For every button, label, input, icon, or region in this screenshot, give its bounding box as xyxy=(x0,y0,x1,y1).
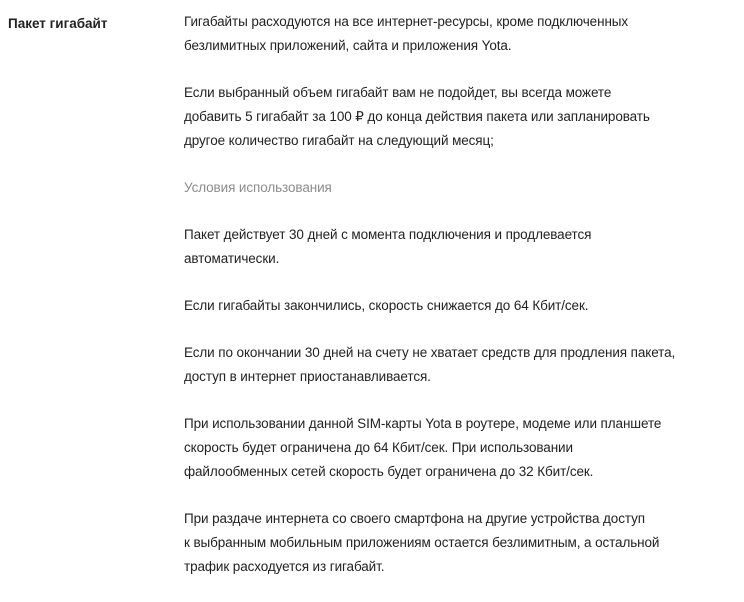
text-line: автоматически. xyxy=(184,251,280,266)
section-label: Пакет гигабайт xyxy=(8,16,108,31)
text-line: безлимитных приложений, сайта и приложения Yota. xyxy=(184,38,512,53)
paragraph xyxy=(184,341,734,389)
text-line: скорость будет ограничена до 64 Кбит/сек. При использовании xyxy=(184,440,573,455)
subheading xyxy=(184,176,734,200)
text-line: к выбранным мобильным приложениям остается безлимитным, а остальной xyxy=(184,535,660,550)
text-line: При использовании данной SIM-карты Yota в роутере, модеме или планшете xyxy=(184,416,662,431)
text-line: При раздаче интернета со своего смартфона на другие устройства доступ xyxy=(184,511,645,526)
text-line: Если выбранный объем гигабайт вам не подойдет, вы всегда можете xyxy=(184,85,612,100)
text-line: Условия использования xyxy=(184,180,332,195)
text-line: доступ в интернет приостанавливается. xyxy=(184,369,431,384)
text-line: файлообменных сетей скорость будет ограничена до 32 Кбит/сек. xyxy=(184,464,594,479)
paragraph xyxy=(184,507,734,579)
paragraph xyxy=(184,223,734,271)
text-line: Если гигабайты закончились, скорость снижается до 64 Кбит/сек. xyxy=(184,298,589,313)
paragraph xyxy=(184,81,734,153)
paragraph xyxy=(184,10,734,58)
text-line: другое количество гигабайт на следующий месяц; xyxy=(184,133,494,148)
text-line: Если по окончании 30 дней на счету не хватает средств для продления пакета, xyxy=(184,345,676,360)
text-line: Пакет действует 30 дней с момента подключения и продлевается xyxy=(184,227,592,242)
text-line: Гигабайты расходуются на все интернет-ресурсы, кроме подключенных xyxy=(184,14,629,29)
text-line: трафик расходуется из гигабайт. xyxy=(184,559,385,574)
paragraph xyxy=(184,412,734,484)
section-content xyxy=(184,10,734,602)
text-line: добавить 5 гигабайт за 100 ₽ до конца действия пакета или запланировать xyxy=(184,109,650,124)
paragraph xyxy=(184,294,734,318)
